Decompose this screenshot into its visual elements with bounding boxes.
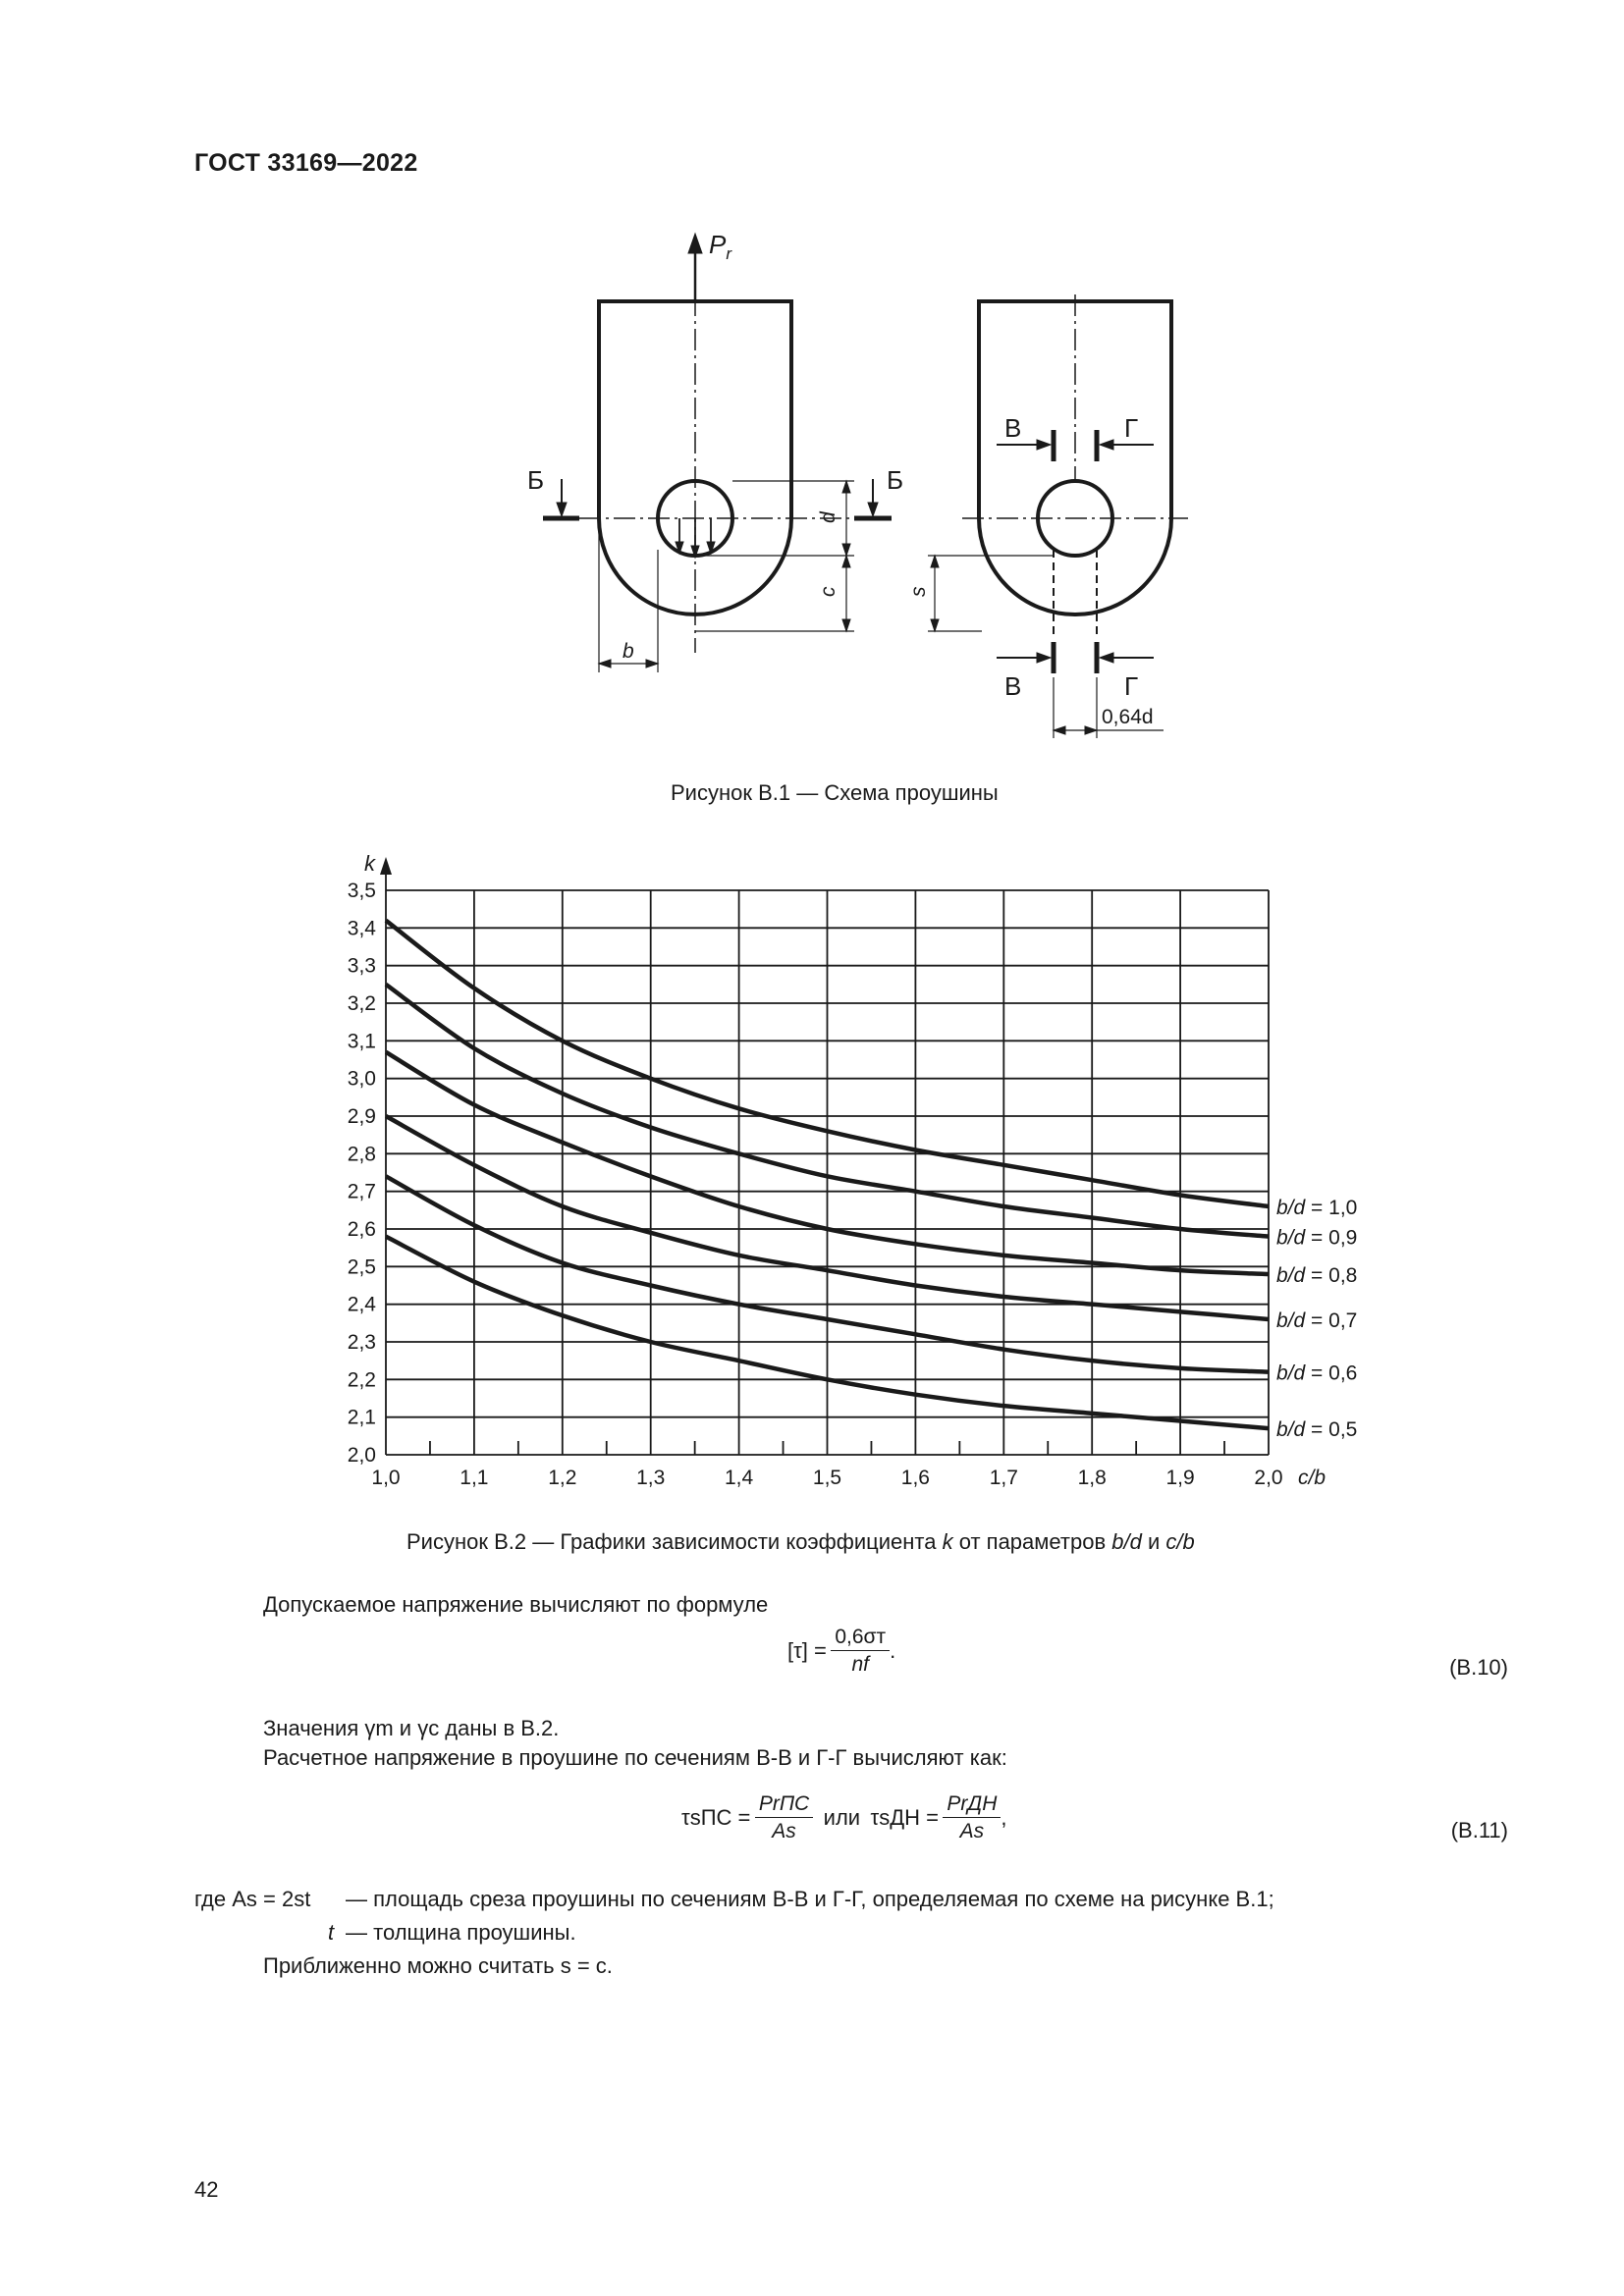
dim-064d-label: 0,64d xyxy=(1102,706,1154,728)
y-tick-label: 2,4 xyxy=(347,1293,376,1316)
y-tick-label: 2,3 xyxy=(347,1331,376,1354)
y-axis-label: k xyxy=(364,851,375,876)
x-axis-label: c/b xyxy=(1298,1467,1326,1489)
section-b-right-label: Б xyxy=(887,465,904,495)
equation-b10: [τ] = $\frac{0,6\sigma т}{nf}$ . xyxy=(787,1626,896,1676)
force-arrowhead xyxy=(688,234,702,253)
x-tick-label: 1,7 xyxy=(989,1467,1018,1489)
x-tick-label: 1,5 xyxy=(812,1467,842,1489)
y-tick-label: 2,8 xyxy=(347,1143,376,1166)
x-tick-label: 1,6 xyxy=(900,1467,931,1489)
section-g-bottom-label: Г xyxy=(1124,671,1139,701)
section-v-top-label: В xyxy=(1004,413,1022,443)
y-tick-label: 2,2 xyxy=(347,1368,376,1392)
intro-paragraph: Допускаемое напряжение вычисляют по формуле xyxy=(263,1592,769,1617)
x-tick-label: 1,3 xyxy=(636,1467,666,1489)
x-tick-label: 1,1 xyxy=(460,1467,489,1489)
series-label: b/d = 0,7 xyxy=(1276,1309,1358,1332)
document-header: ГОСТ 33169—2022 xyxy=(194,149,418,177)
y-tick-label: 2,0 xyxy=(347,1444,376,1467)
lug-scheme-figure xyxy=(0,0,1624,785)
y-tick-label: 2,9 xyxy=(347,1105,376,1128)
k-coefficient-chart xyxy=(0,834,1624,1502)
equation-b10-number: (В.10) xyxy=(1449,1655,1508,1680)
approx-line: Приближенно можно считать s = c. xyxy=(263,1953,613,1978)
dim-d-label: d xyxy=(817,511,839,523)
y-tick-label: 3,3 xyxy=(347,954,376,978)
dim-s-label: s xyxy=(907,586,930,597)
x-tick-label: 1,9 xyxy=(1165,1467,1195,1489)
force-label: $P_r$ xyxy=(709,230,732,263)
series-label: b/d = 1,0 xyxy=(1276,1197,1358,1219)
section-b-left-label: Б xyxy=(527,465,545,495)
series-label: b/d = 0,6 xyxy=(1276,1362,1358,1385)
x-tick-label: 2,0 xyxy=(1254,1467,1283,1489)
y-tick-label: 2,6 xyxy=(347,1218,376,1241)
y-tick-label: 3,0 xyxy=(347,1067,376,1091)
series-label: b/d = 0,5 xyxy=(1276,1418,1358,1442)
calc-line: Расчетное напряжение в проушине по сечениям В-В и Г-Г вычисляют как: xyxy=(263,1745,1007,1770)
y-tick-label: 2,1 xyxy=(347,1406,376,1429)
figure1-caption: Рисунок В.1 — Схема проушины xyxy=(671,780,999,805)
figure2-caption: Рисунок В.2 — Графики зависимости коэффициента k от параметров b/d и c/b xyxy=(406,1529,1195,1554)
y-tick-label: 3,5 xyxy=(347,880,376,902)
section-v-bottom-label: В xyxy=(1004,671,1022,701)
y-tick-label: 3,2 xyxy=(347,992,376,1015)
where-term: где As = 2st xyxy=(194,1887,311,1911)
page-number: 42 xyxy=(194,2177,219,2202)
equation-b11-number: (В.11) xyxy=(1450,1818,1508,1842)
x-tick-label: 1,0 xyxy=(371,1467,401,1489)
x-tick-label: 1,2 xyxy=(548,1467,577,1489)
dim-b-label: b xyxy=(623,640,634,663)
y-tick-label: 2,7 xyxy=(347,1180,376,1203)
where-description: — площадь среза проушины по сечениям В-В и Г-Г, определяемая по схеме на рисунке В.1; xyxy=(346,1887,1274,1911)
t-description: — толщина проушины. xyxy=(346,1920,576,1945)
y-tick-label: 3,4 xyxy=(347,917,376,940)
y-tick-label: 3,1 xyxy=(347,1030,376,1053)
series-label: b/d = 0,8 xyxy=(1276,1264,1358,1287)
values-line: Значения γm и γc даны в В.2. xyxy=(263,1716,560,1740)
dim-c-label: c xyxy=(817,586,839,597)
y-tick-label: 2,5 xyxy=(347,1255,376,1279)
series-label: b/d = 0,9 xyxy=(1276,1226,1358,1250)
x-tick-label: 1,4 xyxy=(724,1467,754,1489)
x-tick-label: 1,8 xyxy=(1077,1467,1107,1489)
equation-b11: τsПС = $\frac{\text{PrПС}}{As}$ или τsДН = $\frac{\text{PrДН}}{As}$ , xyxy=(681,1792,1007,1842)
section-g-top-label: Г xyxy=(1124,413,1139,443)
t-term: t xyxy=(328,1920,335,1945)
y-axis-arrow xyxy=(380,857,392,875)
